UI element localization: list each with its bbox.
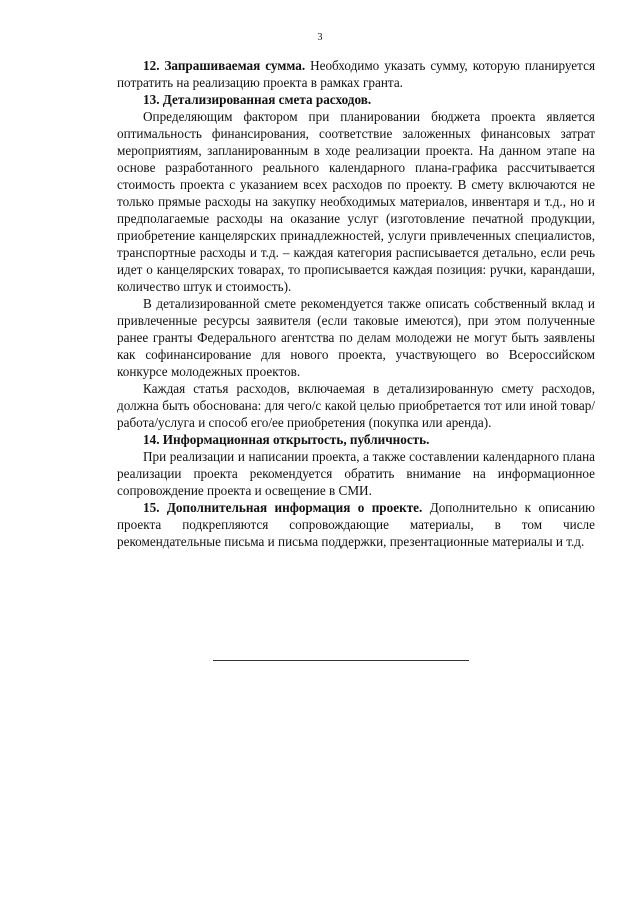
section-15-heading: 15. Дополнительная информация о проекте.	[143, 500, 423, 515]
section-14-paragraph-1: При реализации и написании проекта, а также составлении календарного плана реализации проекта рекомендуется обратить внимание на информационное сопровождение проекта и освещение в СМИ.	[117, 449, 595, 498]
section-15-text: Дополнительно к описанию проекта подкрепляются сопровождающие материалы, в том числе рекомендательные письма и письма поддержки, презентационные материалы и т.д.	[117, 500, 595, 549]
section-14-heading	[117, 431, 595, 448]
section-13-heading-text: 13. Детализированная смета расходов.	[143, 92, 372, 107]
section-12-text: Необходимо указать сумму, которую планируется потратить на реализацию проекта в рамках гранта.	[117, 58, 596, 90]
closing-separator-line	[213, 660, 469, 661]
section-12	[117, 57, 595, 91]
section-13-heading	[117, 91, 595, 108]
page-number: 3	[317, 32, 323, 43]
document-body	[117, 57, 595, 550]
section-13-paragraph-3: Каждая статья расходов, включаемая в детализированную смету расходов, должна быть обоснована: для чего/с какой целью приобретается тот или иной товар/работа/услуга и способ его/ее приобретения (покупка или аренда).	[117, 381, 595, 430]
section-15	[117, 499, 595, 550]
section-12-heading: 12. Запрашиваемая сумма.	[143, 58, 306, 73]
section-13-paragraph-2: В детализированной смете рекомендуется также описать собственный вклад и привлеченные ресурсы заявителя (если таковые имеются), при этом полученные ранее гранты Федерального агентства по делам молодежи не могут быть заявлены как софинансирование для нового проекта, участвующего во Всероссийском конкурсе молодежных проектов.	[117, 296, 595, 379]
section-14-heading-text: 14. Информационная открытость, публичность.	[143, 432, 430, 447]
section-13-paragraph-1: Определяющим фактором при планировании бюджета проекта является оптимальность финансирования, соответствие заложенных финансовых затрат мероприятиям, запланированным в ходе реализации проекта. На данном этапе на основе разработанного реального календарного плана-графика рассчитывается стоимость проекта с указанием всех расходов по проекту. В смету включаются не только прямые расходы на закупку необходимых материалов, инвентаря и т.д., но и предполагаемые расходы на оказание услуг (изготовление печатной продукции, приобретение канцелярских принадлежностей, услуги привлеченных специалистов, транспортные расходы и т.д. – каждая категория расписывается детально, если речь идет о канцелярских товарах, то прописывается каждая позиция: ручки, карандаши, количество штук и стоимость).	[117, 109, 595, 294]
